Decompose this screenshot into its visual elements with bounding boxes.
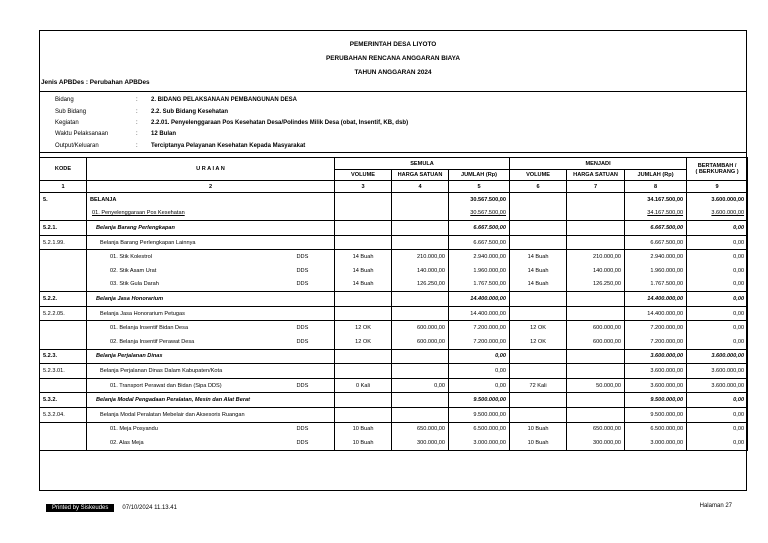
- kode-cell: [40, 278, 87, 292]
- selisih-cell: 0,00: [687, 278, 748, 292]
- table-row: [40, 193, 748, 207]
- info-value: 2.2. Sub Bidang Kesehatan: [151, 109, 229, 115]
- selisih-cell: 0,00: [687, 264, 748, 278]
- kode-cell: [40, 378, 87, 393]
- jumlah-cell: 1.960.000,00: [625, 264, 687, 278]
- harga-cell: 210.000,00: [567, 250, 625, 264]
- sumber-cell: [294, 292, 335, 307]
- jumlah-cell: 2.940.000,00: [449, 250, 510, 264]
- harga-cell: [567, 292, 625, 307]
- jenis-apbdes: Jenis APBDes : Perubahan APBDes: [41, 79, 150, 86]
- budget-table: [39, 157, 748, 451]
- info-colon: :: [136, 97, 138, 103]
- volume-cell: [510, 393, 567, 408]
- volume-cell: [510, 364, 567, 379]
- sumber-cell: [294, 349, 335, 364]
- uraian-cell: Belanja Modal Peralatan Mebelair dan Aksesoris Ruangan: [87, 407, 294, 422]
- selisih-cell: 3.600.000,00: [687, 207, 748, 221]
- kode-cell: [40, 321, 87, 335]
- jumlah-cell: 34.167.500,00: [625, 193, 687, 207]
- jumlah-cell: 1.960.000,00: [449, 264, 510, 278]
- volume-cell: [510, 207, 567, 221]
- col-semula: SEMULA: [335, 158, 510, 170]
- info-label: Bidang: [55, 97, 74, 103]
- sumber-cell: DDS: [294, 422, 335, 436]
- harga-cell: [392, 407, 449, 422]
- selisih-cell: 3.600.000,00: [687, 349, 748, 364]
- jumlah-cell: 6.500.000,00: [449, 422, 510, 436]
- sumber-cell: DDS: [294, 264, 335, 278]
- volume-cell: 10 Buah: [335, 422, 392, 436]
- uraian-cell: 01. Transport Perawat dan Bidan (Sipa DDS): [87, 378, 294, 393]
- selisih-cell: 3.600.000,00: [687, 364, 748, 379]
- uraian-cell: Belanja Jasa Honorarium Petugas: [87, 306, 294, 321]
- info-colon: :: [136, 109, 138, 115]
- table-row: [40, 349, 748, 364]
- govt-title: PEMERINTAH DESA LIYOTO: [349, 41, 437, 48]
- volume-cell: 14 Buah: [510, 264, 567, 278]
- selisih-cell: 0,00: [687, 250, 748, 264]
- volume-cell: [335, 292, 392, 307]
- jumlah-cell: 1.767.500,00: [449, 278, 510, 292]
- harga-cell: [392, 364, 449, 379]
- jumlah-cell: 14.400.000,00: [625, 306, 687, 321]
- kode-cell: [40, 335, 87, 349]
- col-harga: HARGA SATUAN: [567, 170, 625, 181]
- table-row: [40, 335, 748, 349]
- selisih-cell: 0,00: [687, 306, 748, 321]
- uraian-cell: 01. Meja Posyandu: [87, 422, 294, 436]
- volume-cell: 0 Kali: [335, 378, 392, 393]
- jumlah-cell: 30.567.500,00: [449, 193, 510, 207]
- table-row: [40, 364, 748, 379]
- selisih-cell: 0,00: [687, 393, 748, 408]
- sumber-cell: DDS: [294, 250, 335, 264]
- harga-cell: [392, 349, 449, 364]
- kode-cell: [40, 250, 87, 264]
- fiscal-year: TAHUN ANGGARAN 2024: [354, 69, 432, 76]
- sumber-cell: [294, 193, 335, 207]
- volume-cell: [510, 407, 567, 422]
- selisih-cell: 0,00: [687, 321, 748, 335]
- print-timestamp: 07/10/2024 11.13.41: [122, 505, 177, 511]
- jumlah-cell: 14.400.000,00: [625, 292, 687, 307]
- info-value: Terciptanya Pelayanan Kesehatan Kepada Masyarakat: [151, 143, 306, 149]
- table-row: [40, 436, 748, 450]
- harga-cell: [567, 349, 625, 364]
- sumber-cell: [294, 407, 335, 422]
- harga-cell: [567, 235, 625, 250]
- info-value: 2. BIDANG PELAKSANAAN PEMBANGUNAN DESA: [151, 97, 298, 103]
- harga-cell: [567, 207, 625, 221]
- uraian-cell: Belanja Perjalanan Dinas: [87, 349, 294, 364]
- jumlah-cell: 0,00: [449, 378, 510, 393]
- table-row: [40, 292, 748, 307]
- jumlah-cell: 14.400.000,00: [449, 292, 510, 307]
- volume-cell: 10 Buah: [335, 436, 392, 450]
- sumber-cell: DDS: [294, 335, 335, 349]
- col-number: 4: [392, 181, 449, 193]
- harga-cell: 140.000,00: [392, 264, 449, 278]
- col-uraian: U R A I A N: [87, 158, 335, 181]
- volume-cell: [510, 193, 567, 207]
- col-volume: VOLUME: [335, 170, 392, 181]
- selisih-cell: 0,00: [687, 235, 748, 250]
- selisih-cell: 0,00: [687, 422, 748, 436]
- uraian-cell: 01. Penyelenggaraan Pos Kesehatan: [87, 207, 294, 221]
- table-header: [40, 158, 748, 193]
- jumlah-cell: 7.200.000,00: [625, 321, 687, 335]
- sumber-cell: [294, 221, 335, 236]
- info-label: Output/Keluaran: [55, 143, 99, 149]
- uraian-cell: Belanja Perjalanan Dinas Dalam Kabupaten/Kota: [87, 364, 294, 379]
- jumlah-cell: 1.767.500,00: [625, 278, 687, 292]
- col-jumlah: JUMLAH (Rp): [449, 170, 510, 181]
- table-row: [40, 221, 748, 236]
- col-berkurang: ( BERKURANG ): [695, 169, 739, 175]
- col-volume: VOLUME: [510, 170, 567, 181]
- uraian-cell: 02. Belanja Insentif Perawat Desa: [87, 335, 294, 349]
- jumlah-cell: 34.167.500,00: [625, 207, 687, 221]
- sumber-cell: DDS: [294, 436, 335, 450]
- info-label: Sub Bidang: [55, 109, 87, 115]
- harga-cell: [392, 207, 449, 221]
- info-colon: :: [136, 120, 138, 126]
- page-number: Halaman 27: [699, 503, 732, 509]
- uraian-cell: Belanja Barang Perlengkapan Lainnya: [87, 235, 294, 250]
- volume-cell: [510, 349, 567, 364]
- table-row: [40, 422, 748, 436]
- jumlah-cell: 2.940.000,00: [625, 250, 687, 264]
- jumlah-cell: 9.500.000,00: [449, 407, 510, 422]
- volume-cell: [335, 221, 392, 236]
- uraian-cell: Belanja Jasa Honorarium: [87, 292, 294, 307]
- kode-cell: [40, 207, 87, 221]
- sumber-cell: [294, 235, 335, 250]
- volume-cell: 10 Buah: [510, 436, 567, 450]
- harga-cell: 600.000,00: [392, 335, 449, 349]
- kode-cell: 5.2.3.: [40, 349, 87, 364]
- harga-cell: [392, 221, 449, 236]
- harga-cell: 210.000,00: [392, 250, 449, 264]
- volume-cell: [510, 221, 567, 236]
- harga-cell: [567, 306, 625, 321]
- col-number: 6: [510, 181, 567, 193]
- uraian-cell: 01. Belanja Insentif Bidan Desa: [87, 321, 294, 335]
- jumlah-cell: 6.500.000,00: [625, 422, 687, 436]
- kode-cell: 5.2.3.01.: [40, 364, 87, 379]
- harga-cell: 600.000,00: [567, 321, 625, 335]
- volume-cell: 10 Buah: [510, 422, 567, 436]
- col-kode: KODE: [40, 158, 87, 181]
- kode-cell: [40, 436, 87, 450]
- harga-cell: [392, 193, 449, 207]
- jumlah-cell: 3.000.000,00: [449, 436, 510, 450]
- table-row: [40, 321, 748, 335]
- selisih-cell: 0,00: [687, 335, 748, 349]
- col-harga: HARGA SATUAN: [392, 170, 449, 181]
- volume-cell: [510, 235, 567, 250]
- volume-cell: [335, 393, 392, 408]
- harga-cell: 650.000,00: [567, 422, 625, 436]
- info-label: Kegiatan: [55, 120, 79, 126]
- jumlah-cell: 3.600.000,00: [625, 364, 687, 379]
- info-value: 12 Bulan: [151, 131, 177, 137]
- sumber-cell: DDS: [294, 321, 335, 335]
- table-row: [40, 250, 748, 264]
- kode-cell: 5.2.1.: [40, 221, 87, 236]
- selisih-cell: 0,00: [687, 221, 748, 236]
- harga-cell: [567, 193, 625, 207]
- info-colon: :: [136, 143, 138, 149]
- volume-cell: [335, 306, 392, 321]
- volume-cell: [335, 207, 392, 221]
- volume-cell: [335, 349, 392, 364]
- selisih-cell: 0,00: [687, 407, 748, 422]
- col-number: 1: [40, 181, 87, 193]
- selisih-cell: 0,00: [687, 292, 748, 307]
- volume-cell: 12 OK: [335, 335, 392, 349]
- harga-cell: 0,00: [392, 378, 449, 393]
- sumber-cell: [294, 306, 335, 321]
- uraian-cell: Belanja Barang Perlengkapan: [87, 221, 294, 236]
- volume-cell: [510, 292, 567, 307]
- col-number: 8: [625, 181, 687, 193]
- volume-cell: 14 Buah: [510, 278, 567, 292]
- table-body: [40, 193, 748, 451]
- activity-info: [39, 91, 747, 153]
- uraian-cell: 03. Stik Gula Darah: [87, 278, 294, 292]
- col-number: 7: [567, 181, 625, 193]
- sumber-cell: [294, 393, 335, 408]
- kode-cell: 5.2.2.05.: [40, 306, 87, 321]
- selisih-cell: 3.600.000,00: [687, 193, 748, 207]
- harga-cell: 50.000,00: [567, 378, 625, 393]
- table-row: [40, 393, 748, 408]
- harga-cell: 300.000,00: [567, 436, 625, 450]
- volume-cell: 12 OK: [510, 335, 567, 349]
- kode-cell: [40, 422, 87, 436]
- jumlah-cell: 3.000.000,00: [625, 436, 687, 450]
- harga-cell: [567, 221, 625, 236]
- kode-cell: 5.: [40, 193, 87, 207]
- jumlah-cell: 6.667.500,00: [449, 221, 510, 236]
- jumlah-cell: 6.667.500,00: [625, 221, 687, 236]
- selisih-cell: 0,00: [687, 436, 748, 450]
- jumlah-cell: 9.500.000,00: [449, 393, 510, 408]
- harga-cell: [567, 364, 625, 379]
- volume-cell: 14 Buah: [335, 250, 392, 264]
- col-jumlah: JUMLAH (Rp): [625, 170, 687, 181]
- volume-cell: 12 OK: [335, 321, 392, 335]
- jumlah-cell: 0,00: [449, 364, 510, 379]
- table-row: [40, 407, 748, 422]
- uraian-cell: 02. Stik Asam Urat: [87, 264, 294, 278]
- col-menjadi: MENJADI: [510, 158, 687, 170]
- harga-cell: [392, 292, 449, 307]
- jumlah-cell: 14.400.000,00: [449, 306, 510, 321]
- volume-cell: 14 Buah: [335, 264, 392, 278]
- jumlah-cell: 6.667.500,00: [449, 235, 510, 250]
- sumber-cell: DDS: [294, 278, 335, 292]
- table-row: [40, 306, 748, 321]
- harga-cell: [392, 393, 449, 408]
- jumlah-cell: 3.600.000,00: [625, 378, 687, 393]
- volume-cell: 14 Buah: [510, 250, 567, 264]
- table-row: [40, 264, 748, 278]
- col-selisih: [687, 158, 748, 181]
- table-row: [40, 378, 748, 393]
- col-bertambah: BERTAMBAH /: [697, 163, 737, 169]
- jumlah-cell: 9.500.000,00: [625, 393, 687, 408]
- volume-cell: [510, 306, 567, 321]
- sumber-cell: [294, 364, 335, 379]
- harga-cell: 600.000,00: [392, 321, 449, 335]
- table-row: [40, 207, 748, 221]
- volume-cell: 14 Buah: [335, 278, 392, 292]
- kode-cell: 5.3.2.04.: [40, 407, 87, 422]
- volume-cell: [335, 364, 392, 379]
- volume-cell: 72 Kali: [510, 378, 567, 393]
- info-colon: :: [136, 131, 138, 137]
- info-label: Waktu Pelaksanaan: [55, 131, 109, 137]
- uraian-cell: BELANJA: [87, 193, 294, 207]
- kode-cell: [40, 264, 87, 278]
- sumber-cell: [294, 207, 335, 221]
- report-title: PERUBAHAN RENCANA ANGGARAN BIAYA: [326, 55, 460, 62]
- col-number: 2: [87, 181, 335, 193]
- harga-cell: 126.250,00: [567, 278, 625, 292]
- jumlah-cell: 7.200.000,00: [449, 321, 510, 335]
- harga-cell: 600.000,00: [567, 335, 625, 349]
- footer: [46, 504, 177, 512]
- uraian-cell: 02. Alas Meja: [87, 436, 294, 450]
- selisih-cell: 3.600.000,00: [687, 378, 748, 393]
- kode-cell: 5.2.1.99.: [40, 235, 87, 250]
- jumlah-cell: 3.600.000,00: [625, 349, 687, 364]
- jumlah-cell: 0,00: [449, 349, 510, 364]
- sumber-cell: DDS: [294, 378, 335, 393]
- volume-cell: [335, 235, 392, 250]
- harga-cell: 140.000,00: [567, 264, 625, 278]
- table-row: [40, 235, 748, 250]
- harga-cell: [392, 235, 449, 250]
- jumlah-cell: 9.500.000,00: [625, 407, 687, 422]
- info-value: 2.2.01. Penyelenggaraan Pos Kesehatan Desa/Polindes Milik Desa (obat, Insentif, KB, dsb): [151, 120, 409, 126]
- col-number: 3: [335, 181, 392, 193]
- jumlah-cell: 7.200.000,00: [449, 335, 510, 349]
- harga-cell: 300.000,00: [392, 436, 449, 450]
- harga-cell: [392, 306, 449, 321]
- jumlah-cell: 7.200.000,00: [625, 335, 687, 349]
- harga-cell: 126.250,00: [392, 278, 449, 292]
- volume-cell: 12 OK: [510, 321, 567, 335]
- uraian-cell: Belanja Modal Pengadaan Peralatan, Mesin dan Alat Berat: [87, 393, 294, 408]
- harga-cell: [567, 393, 625, 408]
- harga-cell: [567, 407, 625, 422]
- harga-cell: 650.000,00: [392, 422, 449, 436]
- jumlah-cell: 6.667.500,00: [625, 235, 687, 250]
- volume-cell: [335, 193, 392, 207]
- col-number: 9: [687, 181, 748, 193]
- uraian-cell: 01. Stik Kolestrol: [87, 250, 294, 264]
- table-row: [40, 278, 748, 292]
- kode-cell: 5.3.2.: [40, 393, 87, 408]
- jumlah-cell: 30.567.500,00: [449, 207, 510, 221]
- col-number: 5: [449, 181, 510, 193]
- volume-cell: [335, 407, 392, 422]
- kode-cell: 5.2.2.: [40, 292, 87, 307]
- printed-by-badge: Printed by Siskeudes: [46, 504, 114, 512]
